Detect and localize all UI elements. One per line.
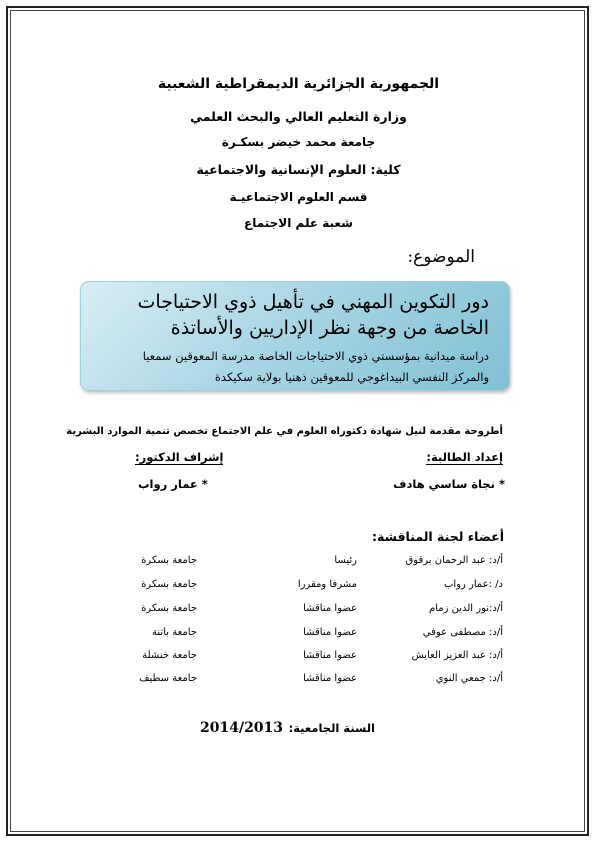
member-name: أ/د: مصطفى عوفي [422,627,503,638]
committee-row [0,555,597,575]
member-university: جامعة بسكرة [141,603,197,614]
department-heading: قسم العلوم الاجتماعيـة [229,190,368,204]
preparation-label: إعداد الطالبة: [426,450,503,464]
member-university: جامعة بسكرة [141,555,197,566]
member-name: أ/د: جمعي النوي [435,673,503,684]
faculty-heading: كلية: العلوم الإنسانية والاجتماعية [196,162,401,177]
title-line-1: دور التكوين المهني في تأهيل ذوي الاحتياجات [137,291,489,313]
subject-label: الموضوع: [407,247,475,267]
committee-row [0,650,597,670]
student-name: * نجاة ساسي هادف [393,477,505,491]
member-role: عضوا مناقشا [303,627,357,638]
title-line-2: الخاصة من وجهة نظر الإداريين والأساتذة [170,317,489,339]
page-border-inner [10,10,585,832]
academic-year-label: السنة الجامعية: [288,721,375,735]
member-university: جامعة خنشلة [142,650,197,661]
member-name: د/ :عمار رواب [443,579,503,590]
member-university: جامعة باتنة [152,627,197,638]
member-role: عضوا مناقشا [303,650,357,661]
committee-title: أعضاء لجنة المناقشة: [372,529,504,544]
member-role: مشرفا ومقررا [297,579,357,590]
member-name: أ/د:نور الدين زمام [429,603,503,614]
supervisor-name: * عمار رواب [138,477,208,491]
committee-row [0,627,597,647]
study-description-line-1: دراسة ميدانية بمؤسستي ذوي الاحتياجات الخاصة مدرسة المعوقين سمعيا [142,349,489,363]
title-banner [80,281,510,391]
member-role: عضوا مناقشا [303,673,357,684]
university-heading: جامعة محمد خيضر بسكـرة [221,135,376,149]
study-description-line-2: والمركز النفسي البيداغوجي للمعوقين ذهنيا بولاية سكيكدة [214,370,489,384]
member-university: جامعة سطيف [139,673,197,684]
member-name: أ/د: عبد الرحمان برقوق [405,555,503,566]
academic-year [200,717,375,736]
member-university: جامعة بسكرة [141,579,197,590]
thesis-note: أطروحة مقدمة لنيل شهادة دكتوراه العلوم في علم الاجتماع تخصص تنمية الموارد البشرية [66,426,503,437]
ministry-heading: وزارة التعليم العالي والبحث العلمي [190,109,407,124]
committee-row [0,603,597,623]
branch-heading: شعبة علم الاجتماع [244,216,353,230]
member-role: عضوا مناقشا [303,603,357,614]
republic-heading: الجمهورية الجزائرية الديمقراطية الشعبية [157,76,440,92]
member-role: رئيسا [334,555,357,566]
committee-row [0,673,597,693]
committee-row [0,579,597,599]
academic-year-value: 2014/2013 [199,720,284,736]
member-name: أ/د: عبد العزيز العايش [411,650,503,661]
supervision-label: إشراف الدكتور: [135,450,224,464]
